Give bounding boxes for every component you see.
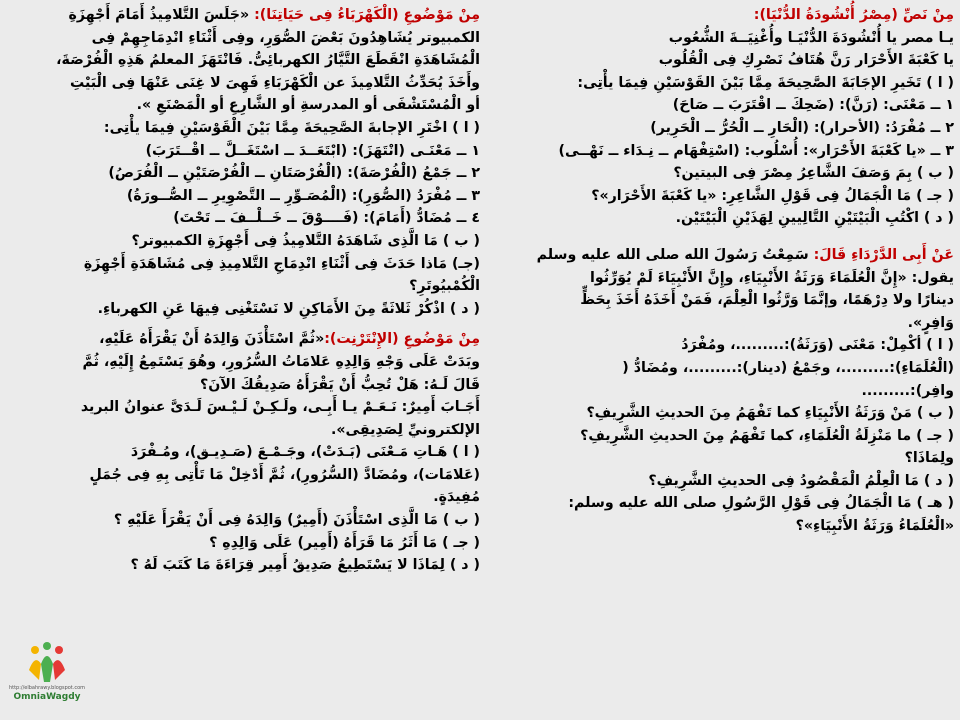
text-line: الإلكترونيِّ لِصَدِيقِى». bbox=[330, 421, 480, 438]
question-line: ١ ــ مَعْنَى: (رَنَّ): (ضَحِكَ ــ اقْتَرَبَ ــ صَاحَ) bbox=[672, 97, 954, 114]
question-line: ( جـ ) ما مَنْزِلَةُ الْعُلَمَاءِ، كما تَفْهَمُ مِنَ الحديثِ الشَّرِيفِ؟ bbox=[580, 427, 954, 444]
section-heading: مِنْ نَصِّ (مِصْرُ أُنْشُودَةُ الدُّنْيَا): bbox=[753, 7, 954, 23]
right-column bbox=[486, 0, 954, 720]
question-line: ٤ ــ مُضَادُّ (أَمَامَ): (فَــــوْقَ ــ خَــلْــفَ ــ تَحْتَ) bbox=[173, 210, 480, 227]
question-line: (جـ) مَاذا حَدَثَ فِى أَثْنَاءِ انْدِمَاجِ التَّلامِيذِ فِى مُشَاهَدَةِ أَجْهِزَةِ bbox=[83, 255, 480, 272]
question-line: ( ب ) بِمَ وَصَفَ الشَّاعِرُ مِصْرَ فِى البيتين؟ bbox=[673, 165, 954, 182]
question-line: ( جـ ) مَا الْجَمَالُ فِى قَوْلِ الشَّاعِرِ: «يا كَعْبَةَ الأَحْرَار»؟ bbox=[591, 187, 954, 204]
logo-url: http://elbahrawy.blogspot.com bbox=[8, 685, 86, 691]
question-line: ١ ــ مَعْنَـى (انْتَهَزَ): (ابْتَعَــدَ ــ اسْتَغَــلَّ ــ اقْــتَرَبَ) bbox=[145, 142, 480, 159]
question-line: ( ا ) تَخَيرِ الإجَابَةَ الصَّحِيحَةَ مِمَّا بَيْنَ القَوْسَيْنِ فِيمَا يأْتِى: bbox=[577, 74, 954, 91]
question-line: وافِر):......... bbox=[861, 382, 954, 399]
question-line: (الْعُلَمَاءِ):.........، وجَمْعُ (دينار):.........، ومُضَادُّ ( bbox=[622, 359, 954, 376]
question-line: ( د ) اكْتُبِ الْبَيْتَيْنِ التَّالِيينِ لِهَذَيْنِ الْبَيْتَيْن. bbox=[675, 210, 954, 227]
question-line: ٣ ــ مُفْرَدُ (الصُّوَرِ): (الْمُصَـوِّرِ ــ التَّصْوِيرِ ــ الصُّــورَةُ) bbox=[126, 187, 480, 204]
question-line: ٢ ــ جَمْعُ (الْفُرْصَةَ): (الْفُرْصَتَانِ ــ الْفُرْصَتَيْنِ ــ الْفُرَصُ) bbox=[108, 165, 480, 182]
text-line: يقول: «إِنَّ الْعُلَمَاءَ وَرَثَةُ الأَنْبِيَاءِ، وإِنَّ الأَنْبِيَاءَ لَمْ يُوَرِّثُوا bbox=[589, 269, 954, 286]
text-line: قَالَ لَـهُ: هَلْ تُحِبُّ أَنْ يَقْرَأَهُ صَدِيقُكَ الآنَ؟ bbox=[199, 376, 480, 393]
text-line: أو الْمُسْتَشْفَى أو المدرسةِ أو الشَّارِعِ أو الْمَصْنَعِ ». bbox=[136, 97, 480, 114]
section-heading: مِنْ مَوْضُوعِ (الإِنْتَرْنِت):«ثُمَّ اسْتَأْذَنَ وَالِدَهُ أَنْ يَقْرَأَهُ عَلَيْهِ، bbox=[99, 331, 480, 348]
question-line: ( ب ) مَا الَّذِى اسْتَأْذَنَ (أَمِيرٌ) وَالِدَهُ فِى أَنْ يَقْرَأَ عَلَيْهِ ؟ bbox=[113, 512, 480, 529]
left-column bbox=[6, 0, 480, 720]
text-line: وبَدَتْ عَلَى وَجْهِ وَالِدِهِ عَلامَاتُ السُّرُورِ، وهُوَ يَسْتَمِعُ إِلَيْهِ، ثُمَّ bbox=[82, 353, 480, 370]
question-line: ( هـ ) مَا الْجَمَالُ فِى قَوْلِ الرَّسُولِ صلى الله عليه وسلم: bbox=[568, 495, 954, 512]
text-line: وَافِرٍ». bbox=[907, 314, 954, 331]
logo bbox=[4, 640, 90, 716]
question-line: ( ب ) مَا الَّذِى شَاهَدَهُ التَّلامِيذُ فِى أَجْهِزَةِ الكمبيوتر؟ bbox=[131, 232, 480, 249]
question-line: ٣ ــ «يا كَعْبَةَ الأَحْرَار»: أُسْلُوب: (اسْتِفْهَام ــ نِـدَاء ــ نَهْــى) bbox=[558, 142, 954, 159]
text-line: الكمبيوتر يُشَاهِدُونَ بَعْضَ الصُّوَرِ، وفِى أَثْنَاءِ انْدِمَاجِهِمْ فِى bbox=[91, 29, 480, 46]
question-line: ( د ) لِمَاذَا لا يَسْتَطِيعُ صَدِيقُ أَمِير قِرَاءَةَ مَا كَتَبَ لَهُ ؟ bbox=[130, 557, 480, 574]
question-line: ( د ) مَا الْعِلْمُ الْمَقْصُودُ فِى الحديثِ الشَّرِيفِ؟ bbox=[648, 472, 954, 489]
question-line: ( جـ ) مَا أَثَرُ مَا قَرَأَهُ (أَمِير) عَلَى وَالِدِهِ ؟ bbox=[209, 534, 480, 551]
question-line: «الْعُلَمَاءُ وَرَثَةُ الأَنْبِيَاءِ»؟ bbox=[795, 518, 954, 535]
text-line: أَجَـابَ أَمِيرٌ: نَـعَـمْ يـا أَبِـى، ولَـكِـنْ لَـيْـسَ لَـدَىَّ عنوانُ البريد bbox=[80, 399, 480, 416]
question-line: ( ا ) أكْمِلْ: مَعْنَى (وَرَثَةُ):.........، ومُفْرَدُ bbox=[681, 337, 954, 354]
section-heading: مِنْ مَوْضُوعِ (الْكَهْرَبَاءُ فِى حَيَاتِنَا): «جَلَسَ التَّلامِيذُ أَمَامَ أَجْهِزَةِ bbox=[68, 7, 480, 23]
logo-name: OmniaWagdy bbox=[13, 692, 81, 702]
text-line: الْمُشَاهَدَةِ انْقَطَعَ التَّيَّارُ الكهربائِىُّ. فَانْتَهَزَ المعلمُ هَذِهِ الْفُرْصَةَ، bbox=[56, 52, 480, 69]
text-line: دينارًا ولا دِرْهَمًا، وإنَّمَا وَرَّثُوا الْعِلْمَ، فَمَنْ أَخَذَهُ أَخَذَ بِحَظٍّ bbox=[580, 292, 954, 309]
poem-line: يـا مصر يا أُنْشُودَةَ الدُّنْيَـا وأُغْنِيَــةَ الشُّعُوب bbox=[668, 29, 954, 46]
section-heading: عَنْ أَبِى الدَّرْدَاءِ قَالَ: سَمِعْتُ رَسُولَ الله صلى الله عليه وسلم bbox=[536, 246, 954, 263]
question-line: ولِمَاذَا؟ bbox=[904, 450, 954, 467]
question-line: الْكُمْبيُوتَرِ؟ bbox=[409, 278, 480, 295]
text-line: وأَخَذَ يُحَدِّثُ التَّلامِيذَ عن الْكَهْرَبَاءِ فَهِىَ لا غِنَى عَنْهَا فِى الْبَيْتِ bbox=[69, 74, 480, 91]
poem-line: يا كَعْبَةَ الأَحْرَار رَنَّ هُتَافُ نَصْرِكِ فِى الْقُلُوب bbox=[658, 52, 954, 69]
question-line: مُفِيدَةٍ. bbox=[433, 489, 480, 506]
question-line: (عَلامَات)، ومُضَادَّ (السُّرُورِ)، ثُمَّ أَدْخِلْ مَا تَأْتِى بِهِ فِى جُمَلٍ bbox=[89, 466, 480, 483]
three-figures-logo-icon bbox=[25, 640, 69, 684]
question-line: ( ا ) هَـاتِ مَـعْنَى (بَـدَتْ)، وجَـمْـعَ (صَـدِيـق)، ومُـفْرَدَ bbox=[130, 444, 480, 461]
question-line: ( د ) اذْكُرْ ثَلاثَةً مِنَ الأَمَاكِنِ لا نَسْتَغْنِى فِيهَا عَنِ الكهرباءِ. bbox=[97, 300, 480, 317]
question-line: ٢ ــ مُفْرَدُ: (الأحرار): (الْحَارِ ــ الْحُرُّ ــ الْحَرِير) bbox=[650, 119, 954, 136]
question-line: ( ا ) اخْتَرِ الإجابةَ الصَّحِيحَةَ مِمَّا بَيْنَ الْقَوْسَيْنِ فِيمَا يأْتِى: bbox=[103, 119, 480, 136]
question-line: ( ب ) مَنْ وَرَثَةُ الأَنْبِيَاءِ كما تَفْهَمُ مِنَ الحديثِ الشَّرِيفِ؟ bbox=[586, 405, 954, 422]
